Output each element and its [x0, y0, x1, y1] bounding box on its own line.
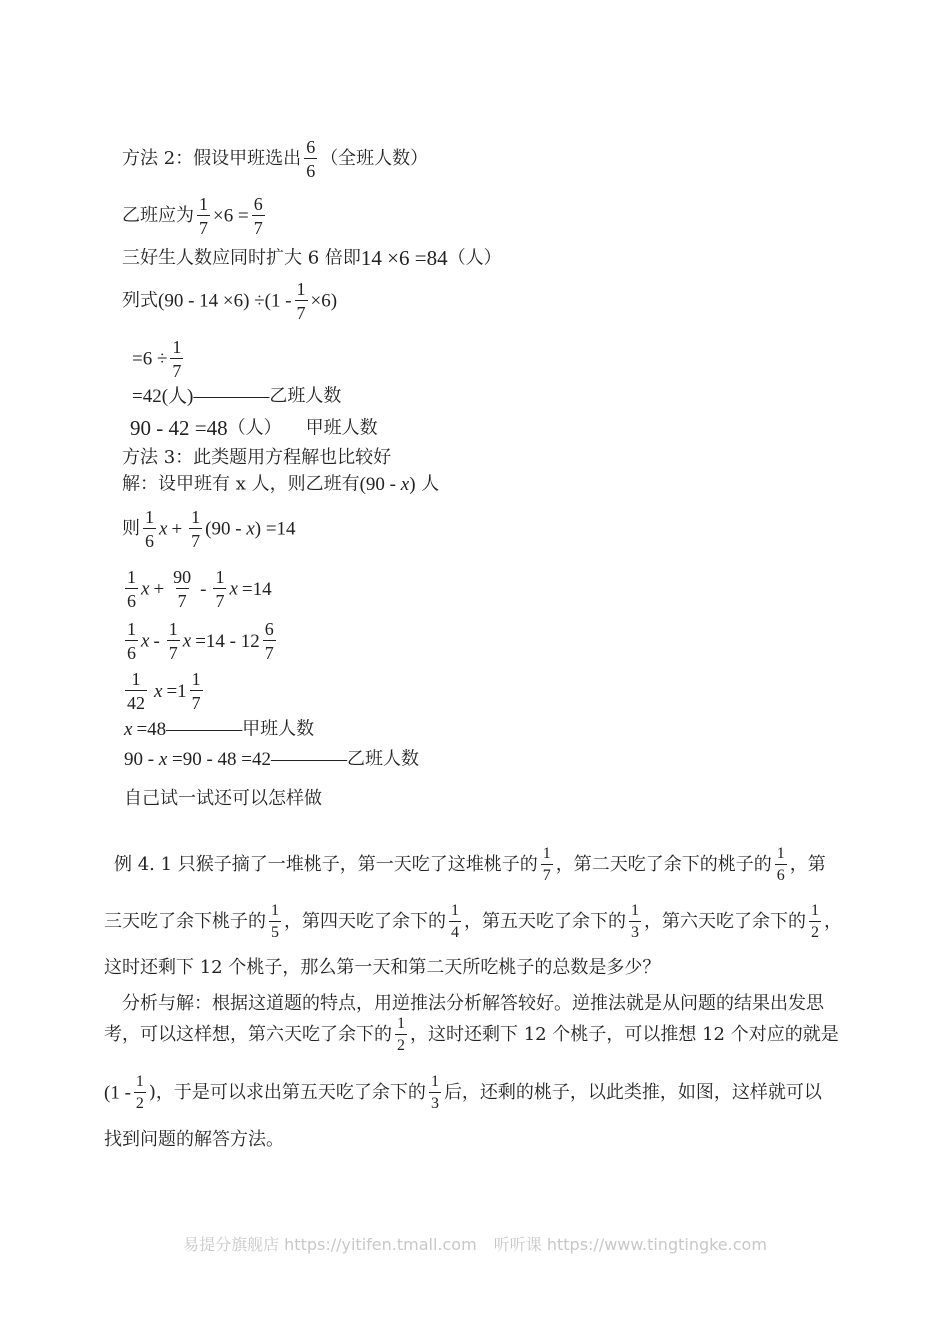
- method3-eq3: $\frac{1}{6}$ x - $\frac{1}{7}$ x =14 - 12 $\frac{6}{7}$: [127, 619, 274, 663]
- method3-title: 方法 3：此类题用方程解也比较好: [122, 447, 392, 468]
- fraction: $\frac{1}{2}$: [397, 1015, 405, 1054]
- fraction: $\frac{1}{7}$: [296, 279, 306, 323]
- method2-line7: 90 - 42 =48（人） 甲班人数: [130, 416, 378, 440]
- analysis-line4: 找到问题的解答方法。: [104, 1129, 284, 1150]
- fraction: $\frac{1}{7}$: [542, 845, 551, 884]
- fraction: $\frac{1}{7}$: [191, 507, 201, 551]
- method2-line5: =6 ÷ $\frac{1}{7}$: [132, 337, 182, 381]
- example-line1: 例 4. 1 只猴子摘了一堆桃子，第一天吃了这堆桃子的 $\frac{1}{7}$ ，第二天吃了余下的桃子的 $\frac{1}{6}$ ，第: [114, 845, 826, 884]
- method3-try: 自己试一试还可以怎样做: [124, 788, 322, 809]
- fraction: $\frac{1}{6}$: [776, 845, 785, 884]
- method2-line4: 列式(90 - 14 ×6) ÷(1 - $\frac{1}{7}$ ×6): [122, 279, 338, 323]
- footer-watermark: [0, 1232, 950, 1255]
- method2-line1: 方法 2：假设甲班选出 $\frac{6}{6}$ （全班人数）: [122, 137, 429, 181]
- fraction: $\frac{1}{42}$: [127, 669, 145, 713]
- fraction: $\frac{1}{5}$: [271, 902, 279, 941]
- method3-setup: 解：设甲班有 x 人，则乙班有(90 - x) 人: [122, 473, 440, 495]
- fraction: $\frac{1}{4}$: [451, 902, 459, 941]
- analysis-line3: (1 - $\frac{1}{2}$ )，于是可以求出第五天吃了余下的 $\frac{1}{3}$ 后，还剩的桃子，以此类推，如图，这样就可以: [104, 1073, 822, 1112]
- fraction: $\frac{6}{7}$: [264, 619, 274, 663]
- method3-eq4: $\frac{1}{42}$ x =1 $\frac{1}{7}$: [127, 669, 201, 713]
- analysis-line2: 考，可以这样想，第六天吃了余下的 $\frac{1}{2}$ ，这时还剩下 12 个桃子，可以推想 12 个对应的就是: [104, 1015, 839, 1054]
- method3-result2: 90 - x =90 - 48 =42————乙班人数: [124, 748, 420, 770]
- example-line2: 三天吃了余下桃子的 $\frac{1}{5}$ ，第四天吃了余下的 $\frac{1}{4}$ ，第五天吃了余下的 $\frac{1}{3}$ ，第六天吃了余下的 $\frac{1}{2}$ ，: [104, 902, 842, 941]
- fraction: $\frac{6}{7}$: [253, 194, 263, 238]
- fraction: $\frac{90}{7}$: [173, 567, 192, 611]
- fraction: $\frac{1}{7}$: [215, 567, 225, 611]
- method3-eq2: $\frac{1}{6}$ x + $\frac{90}{7}$ - $\frac{1}{7}$ x =14: [127, 567, 272, 611]
- fraction: $\frac{1}{7}$: [172, 337, 182, 381]
- fraction: $\frac{1}{6}$: [145, 507, 154, 551]
- analysis-line1: 分析与解：根据这道题的特点，用逆推法分析解答较好。逆推法就是从问题的结果出发思: [122, 993, 824, 1014]
- fraction: $\frac{1}{6}$: [127, 567, 136, 611]
- fraction: $\frac{6}{6}$: [306, 137, 316, 181]
- fraction: $\frac{1}{7}$: [168, 619, 178, 663]
- fraction: $\frac{1}{7}$: [191, 669, 201, 713]
- footer-store1[interactable]: 易提分旗舰店 https://yitifen.tmall.com: [183, 1235, 477, 1254]
- fraction: $\frac{1}{3}$: [631, 902, 639, 941]
- fraction: $\frac{1}{2}$: [135, 1073, 144, 1112]
- method2-line2: 乙班应为 $\frac{1}{7}$ ×6 = $\frac{6}{7}$: [122, 194, 263, 238]
- fraction: $\frac{1}{2}$: [811, 902, 819, 941]
- fraction: $\frac{1}{7}$: [199, 194, 208, 238]
- method2-line3: 三好生人数应同时扩大 6 倍即14 ×6 =84（人）: [122, 246, 502, 270]
- method3-eq1: 则 $\frac{1}{6}$ x + $\frac{1}{7}$ (90 - x) =14: [122, 507, 296, 551]
- method3-result1: x =48————甲班人数: [124, 718, 315, 740]
- example-line3: 这时还剩下 12 个桃子，那么第一天和第二天所吃桃子的总数是多少？: [104, 957, 661, 978]
- fraction: $\frac{1}{3}$: [430, 1073, 439, 1112]
- method2-line6: =42(人)————乙班人数: [132, 385, 342, 407]
- footer-store2[interactable]: 听听课 https://www.tingtingke.com: [493, 1235, 767, 1254]
- fraction: $\frac{1}{6}$: [127, 619, 136, 663]
